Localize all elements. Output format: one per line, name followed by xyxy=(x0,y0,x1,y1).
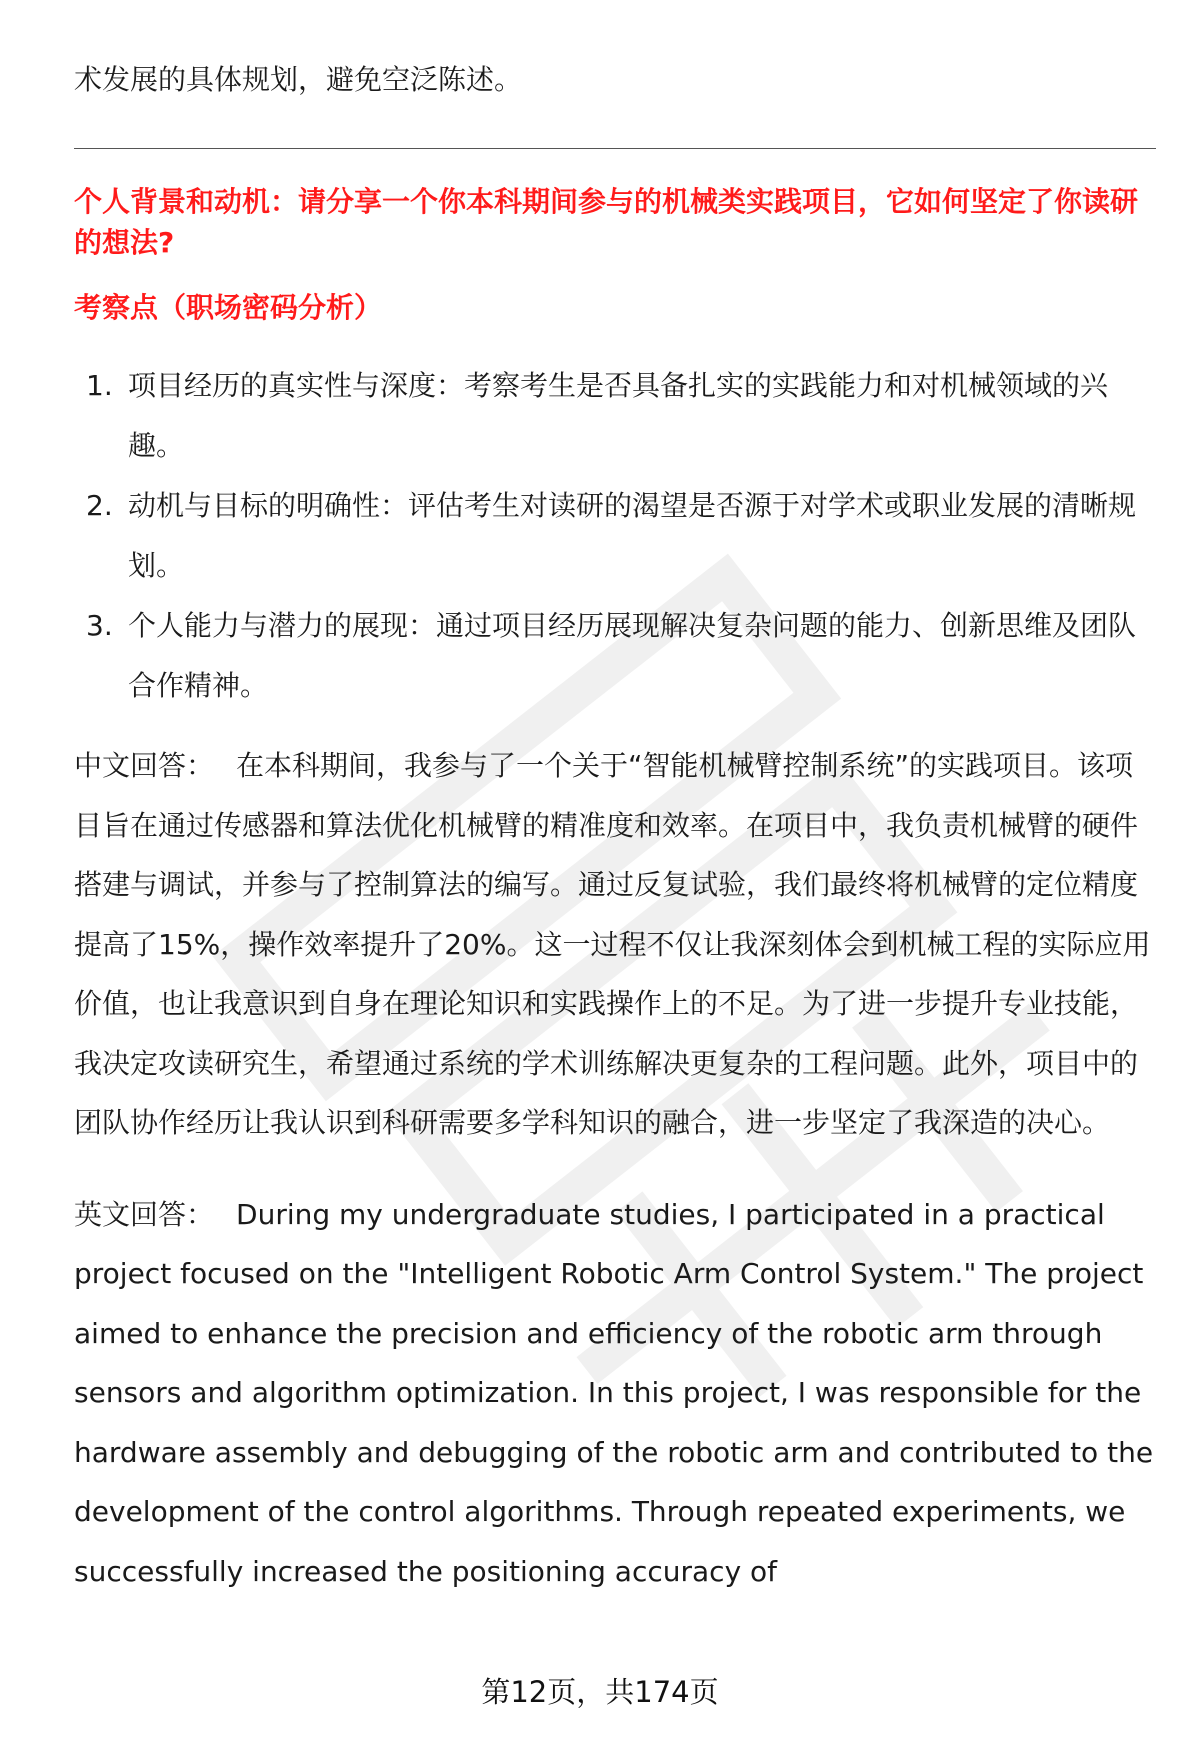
list-item-text: 项目经历的真实性与深度：考察考生是否具备扎实的实践能力和对机械领域的兴趣。 xyxy=(128,369,1109,462)
list-item-text: 个人能力与潜力的展现：通过项目经历展现解决复杂问题的能力、创新思维及团队合作精神。 xyxy=(128,609,1137,702)
list-item-number: 2. xyxy=(86,489,113,522)
english-answer-text: During my undergraduate studies, I participated in a practical project focused on the "Intelligent Robotic Arm Control System." The project aimed to enhance the precision and efficiency of the robotic arm through sensors and algorithm optimization. In this project, I was responsible for the hardware assembly and debugging of the robotic arm and contributed to the development of the control algorithms. Through repeated experiments, we successfully increased the positioning accuracy of xyxy=(74,1197,1154,1588)
chinese-answer xyxy=(74,736,1156,1153)
list-item xyxy=(74,356,1156,476)
list-item-text: 动机与目标的明确性：评估考生对读研的渴望是否源于对学术或职业发展的清晰规划。 xyxy=(128,489,1137,582)
english-answer xyxy=(74,1185,1156,1602)
document-content xyxy=(74,58,1156,1601)
list-item-number: 1. xyxy=(86,369,113,402)
lead-paragraph: 术发展的具体规划，避免空泛陈述。 xyxy=(74,63,523,96)
assessment-points-list xyxy=(74,356,1156,716)
chinese-answer-label: 中文回答： xyxy=(74,749,215,782)
list-item xyxy=(74,476,1156,596)
list-item xyxy=(74,596,1156,716)
question-heading: 个人背景和动机：请分享一个你本科期间参与的机械类实践项目，它如何坚定了你读研的想法? xyxy=(74,185,1139,259)
page-number-footer: 第12页，共174页 xyxy=(481,1675,719,1709)
list-item-number: 3. xyxy=(86,609,113,642)
section-divider xyxy=(74,148,1156,149)
chinese-answer-text: 在本科期间，我参与了一个关于“智能机械臂控制系统”的实践项目。该项目旨在通过传感器和算法优化机械臂的精准度和效率。在项目中，我负责机械臂的硬件搭建与调试，并参与了控制算法的编写。通过反复试验，我们最终将机械臂的定位精度提高了15%，操作效率提升了20%。这一过程不仅让我深刻体会到机械工程的实际应用价值，也让我意识到自身在理论知识和实践操作上的不足。为了进一步提升专业技能，我决定攻读研究生，希望通过系统的学术训练解决更复杂的工程问题。此外，项目中的团队协作经历让我认识到科研需要多学科知识的融合，进一步坚定了我深造的决心。 xyxy=(74,749,1151,1139)
english-answer-label: 英文回答： xyxy=(74,1197,215,1231)
points-title: 考察点（职场密码分析） xyxy=(74,291,383,324)
